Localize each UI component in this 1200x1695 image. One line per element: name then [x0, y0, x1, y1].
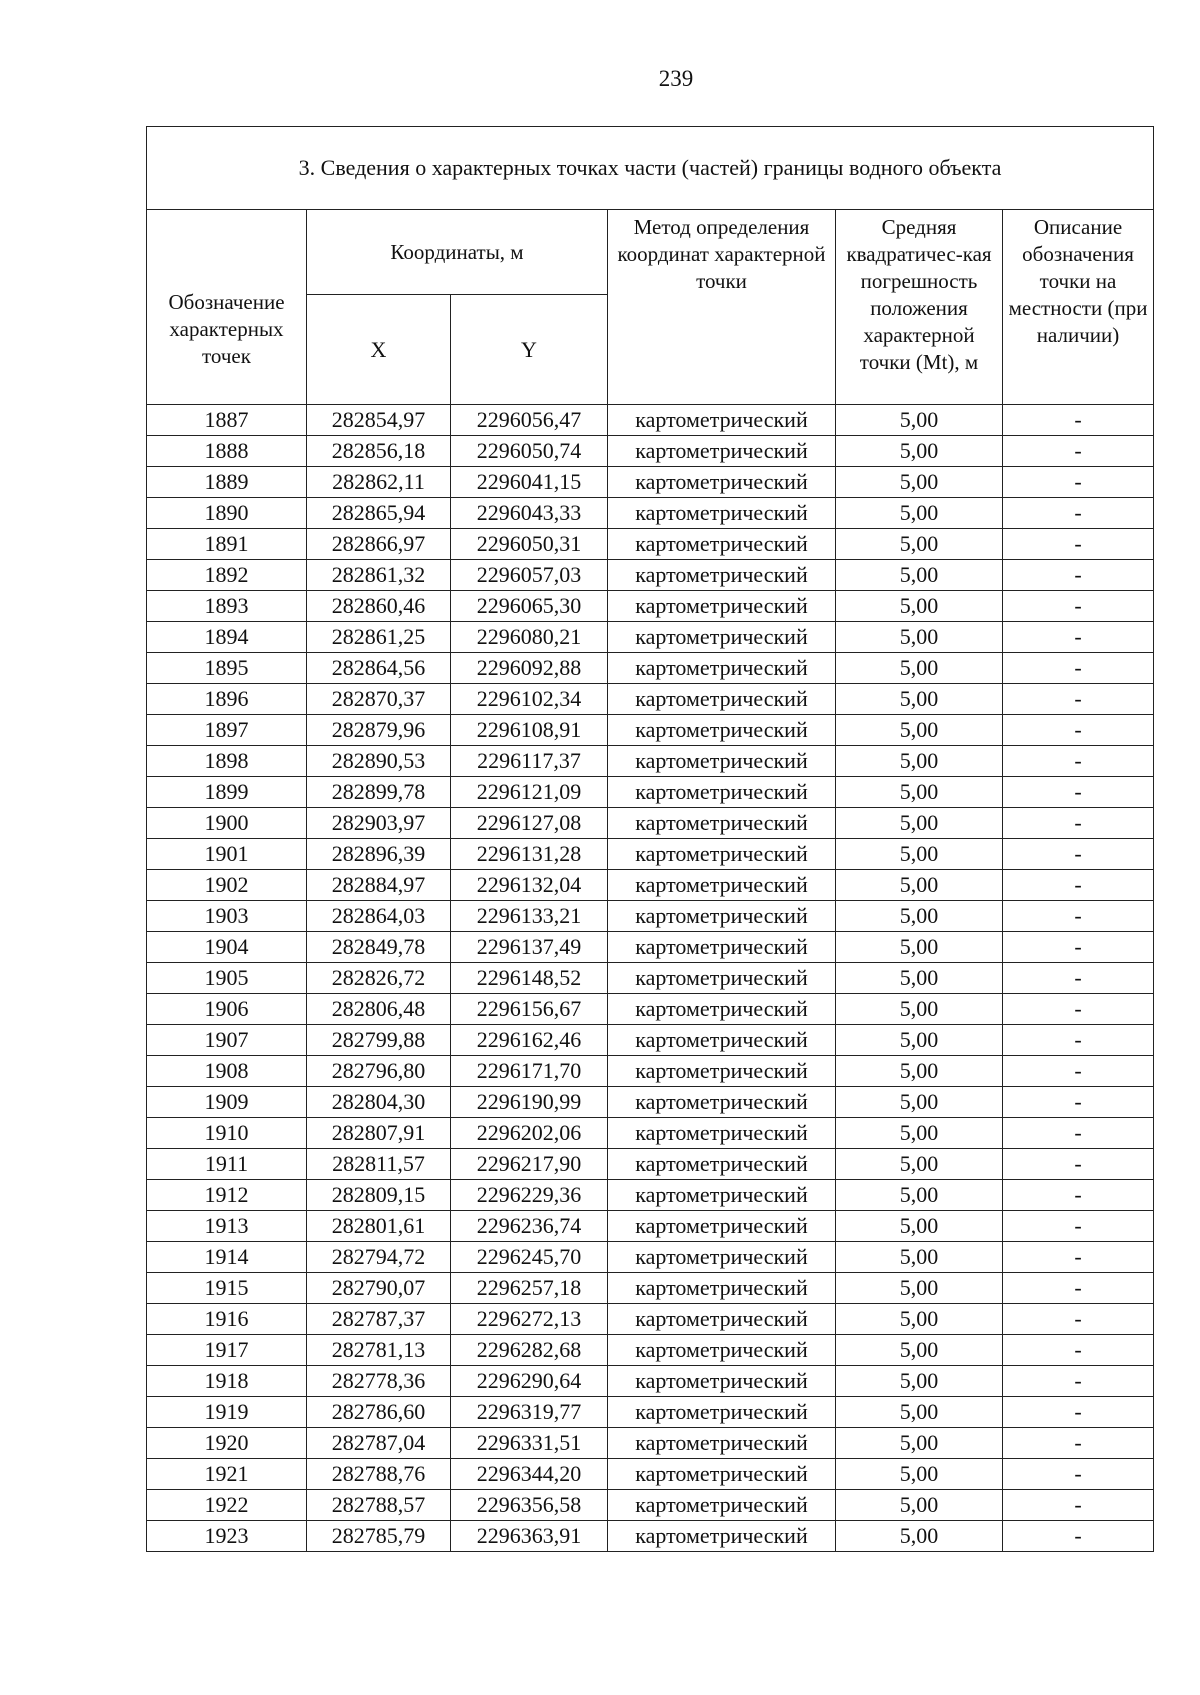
description-cell: -: [1003, 1428, 1154, 1459]
table-row: [147, 746, 1154, 777]
y-cell: 2296356,58: [451, 1490, 608, 1521]
table-row: [147, 1397, 1154, 1428]
x-cell: 282870,37: [307, 684, 451, 715]
table-row: [147, 405, 1154, 436]
y-cell: 2296148,52: [451, 963, 608, 994]
point-id-cell: 1896: [147, 684, 307, 715]
description-cell: -: [1003, 839, 1154, 870]
x-cell: 282856,18: [307, 436, 451, 467]
error-cell: 5,00: [836, 1397, 1003, 1428]
x-cell: 282787,37: [307, 1304, 451, 1335]
description-cell: -: [1003, 1056, 1154, 1087]
error-cell: 5,00: [836, 467, 1003, 498]
table-row: [147, 1087, 1154, 1118]
table-row: [147, 653, 1154, 684]
method-cell: картометрический: [608, 405, 836, 436]
method-cell: картометрический: [608, 1025, 836, 1056]
error-cell: 5,00: [836, 1428, 1003, 1459]
point-id-cell: 1903: [147, 901, 307, 932]
point-id-cell: 1890: [147, 498, 307, 529]
error-cell: 5,00: [836, 1459, 1003, 1490]
y-cell: 2296121,09: [451, 777, 608, 808]
description-cell: -: [1003, 1242, 1154, 1273]
method-cell: картометрический: [608, 684, 836, 715]
y-cell: 2296229,36: [451, 1180, 608, 1211]
description-cell: -: [1003, 1304, 1154, 1335]
error-cell: 5,00: [836, 1335, 1003, 1366]
table-row: [147, 560, 1154, 591]
x-cell: 282854,97: [307, 405, 451, 436]
method-cell: картометрический: [608, 1397, 836, 1428]
x-cell: 282865,94: [307, 498, 451, 529]
description-cell: -: [1003, 405, 1154, 436]
point-id-cell: 1921: [147, 1459, 307, 1490]
x-cell: 282787,04: [307, 1428, 451, 1459]
method-cell: картометрический: [608, 839, 836, 870]
description-cell: -: [1003, 560, 1154, 591]
method-cell: картометрический: [608, 1335, 836, 1366]
y-cell: 2296245,70: [451, 1242, 608, 1273]
table-row: [147, 932, 1154, 963]
boundary-points-table: [146, 126, 1154, 1552]
error-cell: 5,00: [836, 529, 1003, 560]
point-id-cell: 1907: [147, 1025, 307, 1056]
y-cell: 2296331,51: [451, 1428, 608, 1459]
table-row: [147, 1459, 1154, 1490]
x-cell: 282861,25: [307, 622, 451, 653]
x-cell: 282899,78: [307, 777, 451, 808]
x-cell: 282811,57: [307, 1149, 451, 1180]
point-id-cell: 1906: [147, 994, 307, 1025]
y-cell: 2296257,18: [451, 1273, 608, 1304]
header-x: X: [307, 295, 451, 405]
method-cell: картометрический: [608, 901, 836, 932]
point-id-cell: 1910: [147, 1118, 307, 1149]
point-id-cell: 1894: [147, 622, 307, 653]
method-cell: картометрический: [608, 1273, 836, 1304]
error-cell: 5,00: [836, 1490, 1003, 1521]
point-id-cell: 1904: [147, 932, 307, 963]
method-cell: картометрический: [608, 591, 836, 622]
method-cell: картометрический: [608, 932, 836, 963]
table-body: [147, 405, 1154, 1552]
error-cell: 5,00: [836, 1304, 1003, 1335]
description-cell: -: [1003, 715, 1154, 746]
method-cell: картометрический: [608, 560, 836, 591]
y-cell: 2296056,47: [451, 405, 608, 436]
table-row: [147, 1211, 1154, 1242]
x-cell: 282807,91: [307, 1118, 451, 1149]
table-row: [147, 1025, 1154, 1056]
table-row: [147, 591, 1154, 622]
description-cell: -: [1003, 1459, 1154, 1490]
x-cell: 282849,78: [307, 932, 451, 963]
y-cell: 2296041,15: [451, 467, 608, 498]
y-cell: 2296217,90: [451, 1149, 608, 1180]
y-cell: 2296156,67: [451, 994, 608, 1025]
point-id-cell: 1920: [147, 1428, 307, 1459]
description-cell: -: [1003, 622, 1154, 653]
description-cell: -: [1003, 1521, 1154, 1552]
point-id-cell: 1899: [147, 777, 307, 808]
table-row: [147, 498, 1154, 529]
point-id-cell: 1895: [147, 653, 307, 684]
y-cell: 2296108,91: [451, 715, 608, 746]
table-row: [147, 436, 1154, 467]
x-cell: 282778,36: [307, 1366, 451, 1397]
point-id-cell: 1915: [147, 1273, 307, 1304]
description-cell: -: [1003, 653, 1154, 684]
x-cell: 282806,48: [307, 994, 451, 1025]
description-cell: -: [1003, 870, 1154, 901]
point-id-cell: 1887: [147, 405, 307, 436]
method-cell: картометрический: [608, 777, 836, 808]
point-id-cell: 1898: [147, 746, 307, 777]
error-cell: 5,00: [836, 1521, 1003, 1552]
x-cell: 282799,88: [307, 1025, 451, 1056]
y-cell: 2296131,28: [451, 839, 608, 870]
point-id-cell: 1892: [147, 560, 307, 591]
error-cell: 5,00: [836, 994, 1003, 1025]
y-cell: 2296065,30: [451, 591, 608, 622]
method-cell: картометрический: [608, 808, 836, 839]
method-cell: картометрический: [608, 870, 836, 901]
table-row: [147, 1366, 1154, 1397]
description-cell: -: [1003, 1149, 1154, 1180]
method-cell: картометрический: [608, 963, 836, 994]
method-cell: картометрический: [608, 1087, 836, 1118]
x-cell: 282790,07: [307, 1273, 451, 1304]
point-id-cell: 1919: [147, 1397, 307, 1428]
y-cell: 2296043,33: [451, 498, 608, 529]
method-cell: картометрический: [608, 1056, 836, 1087]
method-cell: картометрический: [608, 1366, 836, 1397]
header-method: Метод определения координат характерной точки: [608, 210, 836, 405]
method-cell: картометрический: [608, 1118, 836, 1149]
section-title: 3. Сведения о характерных точках части (частей) границы водного объекта: [147, 127, 1154, 210]
x-cell: 282861,32: [307, 560, 451, 591]
point-id-cell: 1914: [147, 1242, 307, 1273]
x-cell: 282866,97: [307, 529, 451, 560]
method-cell: картометрический: [608, 1211, 836, 1242]
description-cell: -: [1003, 1490, 1154, 1521]
error-cell: 5,00: [836, 1056, 1003, 1087]
header-row-1: [147, 210, 1154, 295]
description-cell: -: [1003, 808, 1154, 839]
y-cell: 2296282,68: [451, 1335, 608, 1366]
error-cell: 5,00: [836, 1273, 1003, 1304]
description-cell: -: [1003, 1118, 1154, 1149]
error-cell: 5,00: [836, 746, 1003, 777]
y-cell: 2296133,21: [451, 901, 608, 932]
point-id-cell: 1902: [147, 870, 307, 901]
method-cell: картометрический: [608, 529, 836, 560]
description-cell: -: [1003, 529, 1154, 560]
method-cell: картометрический: [608, 622, 836, 653]
y-cell: 2296137,49: [451, 932, 608, 963]
method-cell: картометрический: [608, 1180, 836, 1211]
point-id-cell: 1901: [147, 839, 307, 870]
table-row: [147, 963, 1154, 994]
x-cell: 282809,15: [307, 1180, 451, 1211]
point-id-cell: 1891: [147, 529, 307, 560]
method-cell: картометрический: [608, 1149, 836, 1180]
table-row: [147, 1056, 1154, 1087]
description-cell: -: [1003, 1211, 1154, 1242]
x-cell: 282864,56: [307, 653, 451, 684]
error-cell: 5,00: [836, 405, 1003, 436]
error-cell: 5,00: [836, 622, 1003, 653]
error-cell: 5,00: [836, 777, 1003, 808]
error-cell: 5,00: [836, 1366, 1003, 1397]
table-row: [147, 715, 1154, 746]
error-cell: 5,00: [836, 1180, 1003, 1211]
error-cell: 5,00: [836, 653, 1003, 684]
y-cell: 2296132,04: [451, 870, 608, 901]
description-cell: -: [1003, 994, 1154, 1025]
y-cell: 2296171,70: [451, 1056, 608, 1087]
method-cell: картометрический: [608, 436, 836, 467]
table-row: [147, 684, 1154, 715]
x-cell: 282864,03: [307, 901, 451, 932]
method-cell: картометрический: [608, 1304, 836, 1335]
description-cell: -: [1003, 1087, 1154, 1118]
error-cell: 5,00: [836, 870, 1003, 901]
method-cell: картометрический: [608, 498, 836, 529]
description-cell: -: [1003, 1180, 1154, 1211]
x-cell: 282826,72: [307, 963, 451, 994]
page-number: 239: [658, 66, 694, 91]
error-cell: 5,00: [836, 1118, 1003, 1149]
y-cell: 2296117,37: [451, 746, 608, 777]
point-id-cell: 1900: [147, 808, 307, 839]
point-id-cell: 1917: [147, 1335, 307, 1366]
header-error: Средняя квадратичес-кая погрешность положения характерной точки (Mt), м: [836, 210, 1003, 405]
table-row: [147, 1428, 1154, 1459]
error-cell: 5,00: [836, 1087, 1003, 1118]
description-cell: -: [1003, 932, 1154, 963]
description-cell: -: [1003, 591, 1154, 622]
table-row: [147, 1521, 1154, 1552]
table-row: [147, 1273, 1154, 1304]
y-cell: 2296092,88: [451, 653, 608, 684]
y-cell: 2296319,77: [451, 1397, 608, 1428]
table-row: [147, 870, 1154, 901]
table-row: [147, 994, 1154, 1025]
table-row: [147, 777, 1154, 808]
y-cell: 2296102,34: [451, 684, 608, 715]
table-row: [147, 1490, 1154, 1521]
description-cell: -: [1003, 901, 1154, 932]
error-cell: 5,00: [836, 1025, 1003, 1056]
point-id-cell: 1893: [147, 591, 307, 622]
x-cell: 282862,11: [307, 467, 451, 498]
x-cell: 282785,79: [307, 1521, 451, 1552]
y-cell: 2296050,74: [451, 436, 608, 467]
y-cell: 2296127,08: [451, 808, 608, 839]
method-cell: картометрический: [608, 994, 836, 1025]
header-y: Y: [451, 295, 608, 405]
x-cell: 282903,97: [307, 808, 451, 839]
x-cell: 282801,61: [307, 1211, 451, 1242]
x-cell: 282804,30: [307, 1087, 451, 1118]
point-id-cell: 1912: [147, 1180, 307, 1211]
method-cell: картометрический: [608, 715, 836, 746]
description-cell: -: [1003, 777, 1154, 808]
y-cell: 2296050,31: [451, 529, 608, 560]
description-cell: -: [1003, 1366, 1154, 1397]
x-cell: 282786,60: [307, 1397, 451, 1428]
table-row: [147, 901, 1154, 932]
method-cell: картометрический: [608, 1459, 836, 1490]
y-cell: 2296272,13: [451, 1304, 608, 1335]
method-cell: картометрический: [608, 1242, 836, 1273]
caption-row: [147, 127, 1154, 210]
point-id-cell: 1905: [147, 963, 307, 994]
table-row: [147, 622, 1154, 653]
table-row: [147, 1118, 1154, 1149]
header-description: Описание обозначения точки на местности (при наличии): [1003, 210, 1154, 405]
table-row: [147, 839, 1154, 870]
description-cell: -: [1003, 684, 1154, 715]
error-cell: 5,00: [836, 1149, 1003, 1180]
table-row: [147, 529, 1154, 560]
y-cell: 2296190,99: [451, 1087, 608, 1118]
point-id-cell: 1923: [147, 1521, 307, 1552]
point-id-cell: 1888: [147, 436, 307, 467]
table-row: [147, 1149, 1154, 1180]
x-cell: 282890,53: [307, 746, 451, 777]
table-row: [147, 1335, 1154, 1366]
method-cell: картометрический: [608, 1428, 836, 1459]
y-cell: 2296363,91: [451, 1521, 608, 1552]
header-coordinates: Координаты, м: [307, 210, 608, 295]
x-cell: 282794,72: [307, 1242, 451, 1273]
method-cell: картометрический: [608, 653, 836, 684]
method-cell: картометрический: [608, 746, 836, 777]
description-cell: -: [1003, 467, 1154, 498]
error-cell: 5,00: [836, 1242, 1003, 1273]
point-id-cell: 1916: [147, 1304, 307, 1335]
description-cell: -: [1003, 1025, 1154, 1056]
x-cell: 282781,13: [307, 1335, 451, 1366]
error-cell: 5,00: [836, 715, 1003, 746]
x-cell: 282788,76: [307, 1459, 451, 1490]
y-cell: 2296290,64: [451, 1366, 608, 1397]
error-cell: 5,00: [836, 591, 1003, 622]
method-cell: картометрический: [608, 467, 836, 498]
table-row: [147, 808, 1154, 839]
point-id-cell: 1918: [147, 1366, 307, 1397]
error-cell: 5,00: [836, 839, 1003, 870]
header-point-id: Обозначение характерных точек: [147, 210, 307, 405]
description-cell: -: [1003, 1335, 1154, 1366]
error-cell: 5,00: [836, 901, 1003, 932]
description-cell: -: [1003, 436, 1154, 467]
point-id-cell: 1889: [147, 467, 307, 498]
table-row: [147, 1180, 1154, 1211]
error-cell: 5,00: [836, 436, 1003, 467]
description-cell: -: [1003, 1273, 1154, 1304]
y-cell: 2296202,06: [451, 1118, 608, 1149]
description-cell: -: [1003, 1397, 1154, 1428]
error-cell: 5,00: [836, 560, 1003, 591]
error-cell: 5,00: [836, 963, 1003, 994]
description-cell: -: [1003, 746, 1154, 777]
description-cell: -: [1003, 498, 1154, 529]
y-cell: 2296057,03: [451, 560, 608, 591]
y-cell: 2296162,46: [451, 1025, 608, 1056]
x-cell: 282788,57: [307, 1490, 451, 1521]
x-cell: 282896,39: [307, 839, 451, 870]
table-row: [147, 1304, 1154, 1335]
point-id-cell: 1922: [147, 1490, 307, 1521]
error-cell: 5,00: [836, 498, 1003, 529]
point-id-cell: 1908: [147, 1056, 307, 1087]
point-id-cell: 1897: [147, 715, 307, 746]
error-cell: 5,00: [836, 932, 1003, 963]
error-cell: 5,00: [836, 1211, 1003, 1242]
error-cell: 5,00: [836, 808, 1003, 839]
method-cell: картометрический: [608, 1521, 836, 1552]
table-row: [147, 1242, 1154, 1273]
y-cell: 2296080,21: [451, 622, 608, 653]
y-cell: 2296236,74: [451, 1211, 608, 1242]
method-cell: картометрический: [608, 1490, 836, 1521]
x-cell: 282879,96: [307, 715, 451, 746]
x-cell: 282796,80: [307, 1056, 451, 1087]
table-row: [147, 467, 1154, 498]
x-cell: 282884,97: [307, 870, 451, 901]
description-cell: -: [1003, 963, 1154, 994]
point-id-cell: 1913: [147, 1211, 307, 1242]
x-cell: 282860,46: [307, 591, 451, 622]
point-id-cell: 1909: [147, 1087, 307, 1118]
error-cell: 5,00: [836, 684, 1003, 715]
point-id-cell: 1911: [147, 1149, 307, 1180]
y-cell: 2296344,20: [451, 1459, 608, 1490]
